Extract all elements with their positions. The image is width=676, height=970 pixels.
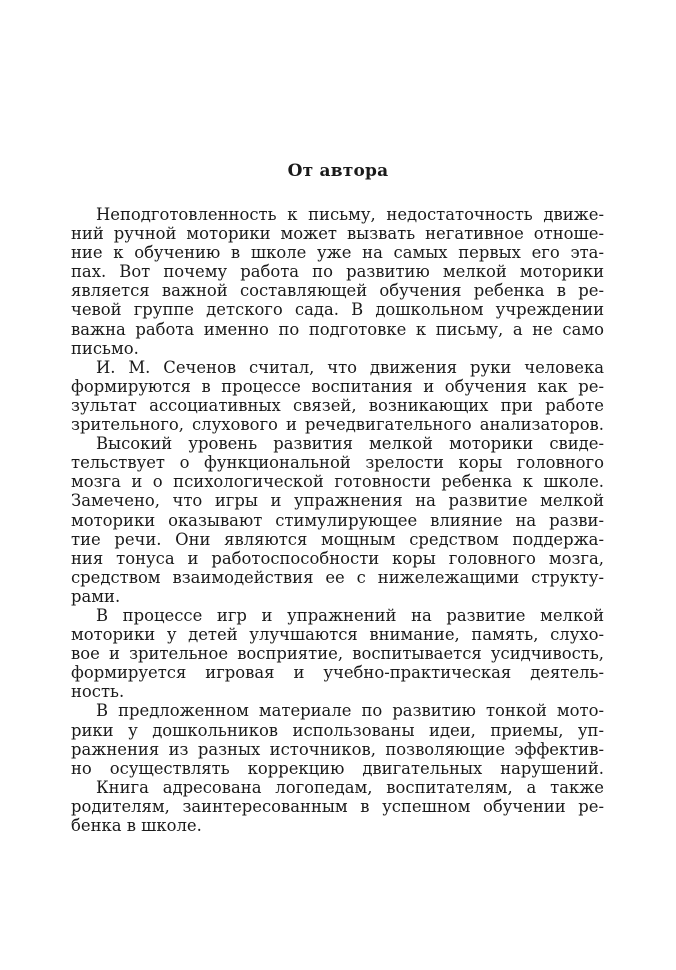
text-line: Книга адресована логопедам, воспитателям, а также xyxy=(96,777,604,797)
text-line: формируются в процессе воспитания и обучения как ре- xyxy=(71,376,604,396)
text-line: тельствует о функциональной зрелости коры головного xyxy=(71,453,604,473)
text-line: В процессе игр и упражнений на развитие мелкой xyxy=(96,605,604,625)
text-line: зультат ассоциативных связей, возникающих при работе xyxy=(71,395,604,415)
text-line: Замечено, что игры и упражнения на развитие мелкой xyxy=(71,491,604,511)
text-line: моторики оказывают стимулирующее влияние на разви- xyxy=(71,510,604,530)
text-line: ние к обучению в школе уже на самых первых его эта- xyxy=(71,243,604,263)
text-line: ний ручной моторики может вызвать негативное отноше- xyxy=(71,224,604,244)
text-line: формируется игровая и учебно-практическая деятель- xyxy=(71,663,604,683)
text-line: И. М. Сеченов считал, что движения руки человека xyxy=(96,357,604,377)
text-line: рики у дошкольников использованы идеи, приемы, уп- xyxy=(71,720,604,740)
text-line: рами. xyxy=(71,586,121,606)
text-line: моторики у детей улучшаются внимание, память, слухо- xyxy=(71,625,604,645)
text-line: ность. xyxy=(71,682,125,702)
text-line: письмо. xyxy=(71,338,139,358)
paragraph xyxy=(71,205,604,358)
text-line: ражнения из разных источников, позволяющие эффектив- xyxy=(71,739,604,759)
text-line: зрительного, слухового и речедвигательного анализаторов. xyxy=(71,415,604,435)
text-line: Неподготовленность к письму, недостаточность движе- xyxy=(96,205,604,224)
section-heading: От автора xyxy=(287,161,389,181)
text-line: родителям, заинтересованным в успешном обучении ре- xyxy=(71,796,604,816)
text-line: мозга и о психологической готовности ребенка к школе. xyxy=(71,472,604,492)
text-line: бенка в школе. xyxy=(71,816,202,835)
paragraph xyxy=(71,778,604,835)
text-line: ния тонуса и работоспособности коры головного мозга, xyxy=(71,548,604,568)
text-line: является важной составляющей обучения ребенка в ре- xyxy=(71,281,604,301)
text-line: чевой группе детского сада. В дошкольном учреждении xyxy=(71,300,604,320)
body-text xyxy=(71,205,604,835)
paragraph xyxy=(71,434,604,606)
text-line: тие речи. Они являются мощным средством поддержа- xyxy=(71,529,604,549)
paragraph xyxy=(71,701,604,777)
paragraph xyxy=(71,358,604,434)
text-line: важна работа именно по подготовке к письму, а не само xyxy=(71,319,604,339)
text-line: пах. Вот почему работа по развитию мелкой моторики xyxy=(71,262,604,282)
text-line: средством взаимодействия ее с нижележащими структу- xyxy=(71,567,604,587)
text-line: но осуществлять коррекцию двигательных нарушений. xyxy=(71,758,604,778)
text-line: В предложенном материале по развитию тонкой мото- xyxy=(96,701,604,721)
text-line: вое и зрительное восприятие, воспитывается усидчивость, xyxy=(71,644,604,664)
text-line: Высокий уровень развития мелкой моторики свиде- xyxy=(96,434,604,454)
paragraph xyxy=(71,606,604,701)
